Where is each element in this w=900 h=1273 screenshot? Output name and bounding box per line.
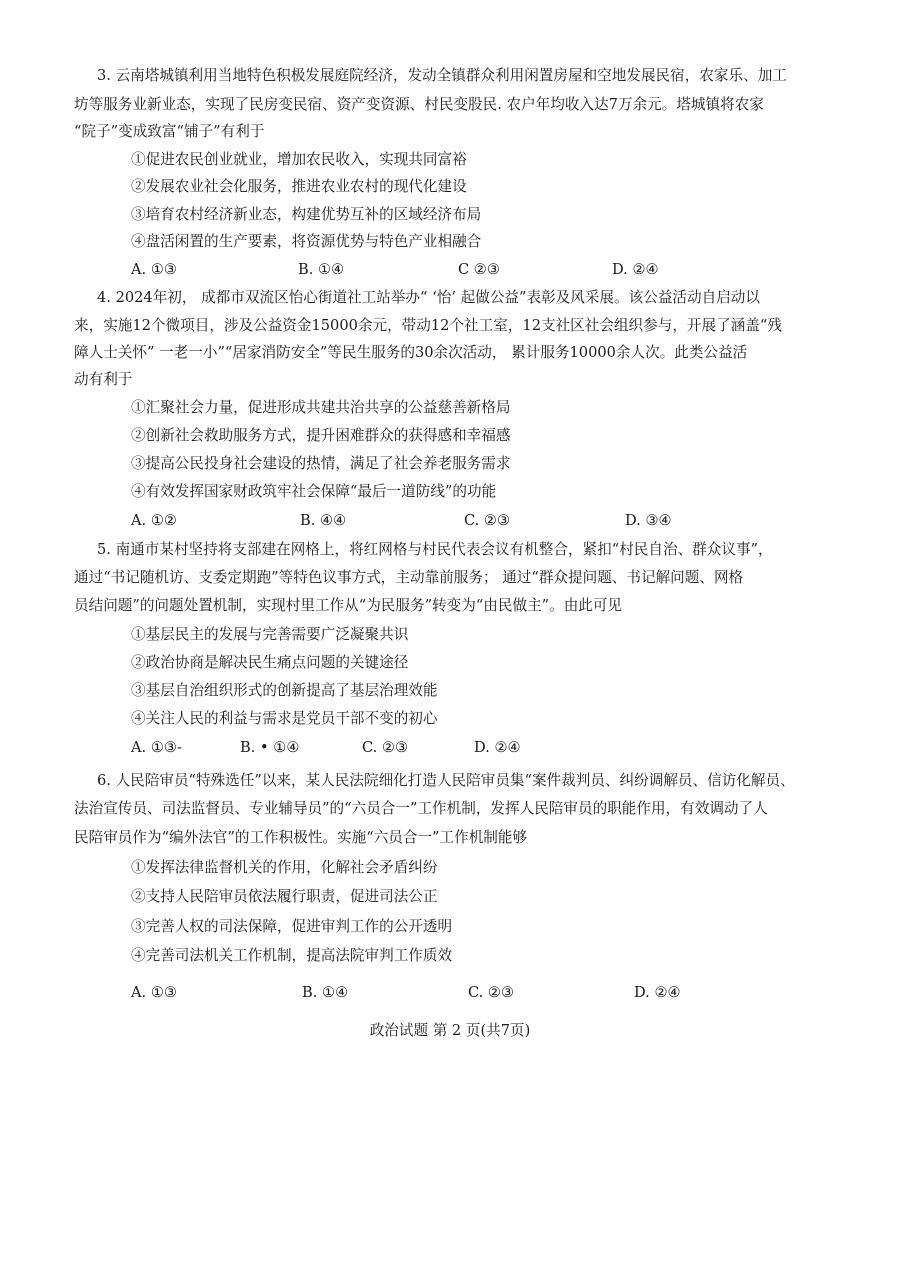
- question-4-option-1: ①汇聚社会力量，促进形成共建共治共享的公益慈善新格局: [131, 399, 511, 416]
- question-5-option-1: ①基层民主的发展与完善需要广泛凝聚共识: [131, 626, 409, 643]
- question-5-option-3: ③基层自治组织形式的创新提高了基层治理效能: [131, 682, 438, 699]
- question-6-option-1: ①发挥法律监督机关的作用，化解社会矛盾纠纷: [131, 859, 438, 876]
- question-5-stem-line-3: 员结问题”的问题处置机制，实现村里工作从“为民服务”转变为“由民做主”。由此可见: [74, 597, 623, 614]
- question-3-answer-c: C ②③: [458, 261, 500, 278]
- question-4-option-4: ④有效发挥国家财政筑牢社会保障“最后一道防线”的功能: [131, 483, 497, 500]
- question-3-stem-line-2: 坊等服务业新业态，实现了民房变民宿、资产变资源、村民变股民. 农户年均收入达7万余元。塔城镇将农家: [74, 96, 764, 113]
- question-5-answer-a: A. ①③-: [131, 739, 182, 756]
- question-3-answer-d: D. ②④: [612, 261, 659, 278]
- question-6-option-2: ②支持人民陪审员依法履行职责，促进司法公正: [131, 888, 438, 905]
- question-5-answer-c: C. ②③: [362, 739, 409, 756]
- question-4-option-2: ②创新社会救助服务方式，提升困难群众的获得感和幸福感: [131, 427, 511, 444]
- question-3-option-2: ②发展农业社会化服务，推进农业农村的现代化建设: [131, 178, 467, 195]
- question-6-option-4: ④完善司法机关工作机制，提高法院审判工作质效: [131, 947, 453, 964]
- question-5-option-2: ②政治协商是解决民生痛点问题的关键途径: [131, 654, 409, 671]
- question-5-answer-b: B. • ①④: [240, 739, 300, 756]
- question-3-option-3: ③培育农村经济新业态，构建优势互补的区域经济布局: [131, 206, 482, 223]
- question-3-option-4: ④盘活闲置的生产要素，将资源优势与特色产业相融合: [131, 233, 482, 250]
- question-6-answer-c: C. ②③: [468, 984, 515, 1001]
- question-4-option-3: ③提高公民投身社会建设的热情，满足了社会养老服务需求: [131, 455, 511, 472]
- question-4-answer-c: C. ②③: [464, 512, 511, 529]
- question-5-option-4: ④关注人民的利益与需求是党员干部不变的初心: [131, 710, 438, 727]
- question-4-answer-b: B. ④④: [300, 512, 347, 529]
- question-6-stem-line-1: 6. 人民陪审员“特殊选任”以来，某人民法院细化打造人民陪审员集“案件裁判员、纠纷调解员、信访化解员、: [97, 772, 795, 789]
- question-6-stem-line-2: 法治宣传员、司法监督员、专业辅导员”的“六员合一”工作机制，发挥人民陪审员的职能作用，有效调动了人: [74, 800, 768, 817]
- question-6-answer-d: D. ②④: [634, 984, 681, 1001]
- page-footer: 政治试题 第 2 页(共7页): [369, 1022, 531, 1039]
- question-6-option-3: ③完善人权的司法保障，促进审判工作的公开透明: [131, 918, 453, 935]
- question-6-answer-a: A. ①③: [131, 984, 177, 1001]
- question-5-stem-line-1: 5. 南通市某村坚持将支部建在网格上，将红网格与村民代表会议有机整合，紧扣“村民自治、群众议事”，: [97, 541, 773, 558]
- question-4-stem-line-2: 来，实施12个微项目，涉及公益资金15000余元，带动12个社工室，12支社区社会组织参与，开展了涵盖“残: [74, 317, 782, 334]
- question-4-answer-a: A. ①②: [131, 512, 177, 529]
- question-4-stem-line-1: 4. 2024年初， 成都市双流区怡心街道社工站举办“ ‘怡’ 起做公益”表彰及风采展。该公益活动自启动以: [97, 289, 760, 306]
- question-6-stem-line-3: 民陪审员作为“编外法官”的工作积极性。实施“六员合一”工作机制能够: [74, 829, 528, 846]
- question-3-option-1: ①促进农民创业就业，增加农民收入，实现共同富裕: [131, 151, 467, 168]
- question-5-stem-line-2: 通过“书记随机访、支委定期跑”等特色议事方式，主动靠前服务； 通过“群众提问题、书记解问题、网格: [74, 569, 744, 586]
- question-6-answer-b: B. ①④: [302, 984, 349, 1001]
- question-4-stem-line-4: 动有利于: [74, 371, 133, 388]
- question-4-stem-line-3: 障人士关怀” 一老一小”“居家消防安全”等民生服务的30余次活动， 累计服务10000余人次。此类公益活: [74, 344, 748, 361]
- question-3-stem-line-3: “院子”变成致富“铺子”有利于: [74, 123, 265, 140]
- question-3-answer-a: A. ①③: [131, 261, 177, 278]
- question-3-answer-b: B. ①④: [298, 261, 345, 278]
- question-4-answer-d: D. ③④: [625, 512, 672, 529]
- question-3-stem-line-1: 3. 云南塔城镇利用当地特色积极发展庭院经济，发动全镇群众利用闲置房屋和空地发展民宿，农家乐、加工: [97, 67, 787, 84]
- question-5-answer-d: D. ②④: [474, 739, 521, 756]
